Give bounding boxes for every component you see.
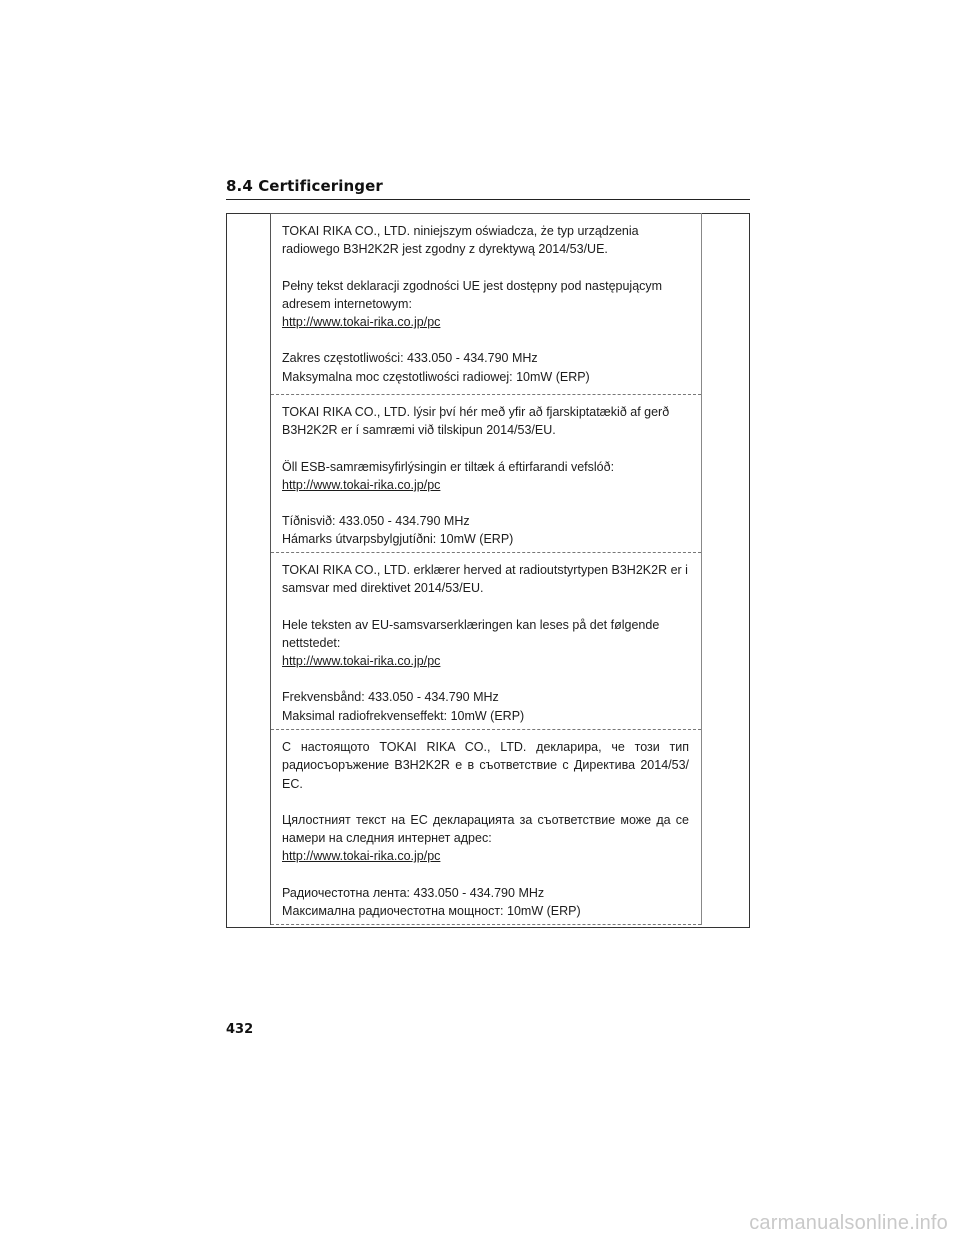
full-text-label: Hele teksten av EU-samsvarserklæringen kan leses på det følgende nettstedet: <box>282 617 660 650</box>
declaration-text: TOKAI RIKA CO., LTD. niniejszym oświadcza, że typ urządzenia radiowego B3H2K2R jest zgodny z dyrektywą 2014/53/UE. <box>282 224 639 257</box>
frequency-info <box>282 349 689 386</box>
frequency-info <box>282 688 689 725</box>
frequency-range: Frekvensbånd: 433.050 - 434.790 MHz <box>282 690 499 705</box>
declaration-text: С настоящото TOKAI RIKA CO., LTD. декларира, че този тип радиосъоръжение B3H2K2R е в съответствие с Директива 2014/53/ЕС. <box>282 740 689 791</box>
declaration-url-link[interactable]: http://www.tokai-rika.co.jp/pc <box>282 477 441 492</box>
full-text-info <box>282 458 689 495</box>
document-bottom-rule <box>271 924 701 925</box>
max-power: Maksymalna moc częstotliwości radiowej: 10mW (ERP) <box>282 369 590 384</box>
declaration-block-norwegian <box>271 552 701 729</box>
full-text-label: Цялостният текст на ЕС декларацията за съответствие може да се намери на следния интернет адрес: <box>282 812 689 846</box>
frequency-info <box>282 884 689 921</box>
full-text-label: Pełny tekst deklaracji zgodności UE jest dostępny pod następującym adresem internetowym: <box>282 278 663 311</box>
declaration-text: TOKAI RIKA CO., LTD. lýsir því hér með yfir að fjarskiptatækið af gerð B3H2K2R er í samræmi við tilskipun 2014/53/EU. <box>282 405 670 438</box>
declaration-text: TOKAI RIKA CO., LTD. erklærer herved at radioutstyrtypen B3H2K2R er i samsvar med direktivet 2014/53/EU. <box>282 563 688 596</box>
declaration-url-link[interactable]: http://www.tokai-rika.co.jp/pc <box>282 654 441 669</box>
declaration-block-polish <box>271 213 701 394</box>
declaration-block-icelandic <box>271 394 701 552</box>
section-title: 8.4 Certificeringer <box>226 177 383 195</box>
declaration-block-bulgarian <box>271 729 701 925</box>
full-text-info <box>282 811 689 866</box>
frequency-info <box>282 512 689 549</box>
declaration-document <box>270 213 702 925</box>
max-power: Максимална радиочестотна мощност: 10mW (ERP) <box>282 904 581 919</box>
section-header <box>226 177 750 200</box>
full-text-label: Öll ESB-samræmisyfirlýsingin er tiltæk á eftirfarandi vefslóð: <box>282 459 615 474</box>
watermark: carmanualsonline.info <box>749 1212 948 1234</box>
max-power: Hámarks útvarpsbylgjutíðni: 10mW (ERP) <box>282 532 514 547</box>
page-number: 432 <box>226 1022 254 1037</box>
declaration-url-link[interactable]: http://www.tokai-rika.co.jp/pc <box>282 315 441 330</box>
frequency-range: Радиочестотна лента: 433.050 - 434.790 MHz <box>282 885 545 900</box>
frequency-range: Zakres częstotliwości: 433.050 - 434.790 MHz <box>282 351 538 366</box>
full-text-info <box>282 616 689 671</box>
declaration-url-link[interactable]: http://www.tokai-rika.co.jp/pc <box>282 849 441 864</box>
full-text-info <box>282 277 689 332</box>
max-power: Maksimal radiofrekvenseffekt: 10mW (ERP) <box>282 708 525 723</box>
frequency-range: Tíðnisvið: 433.050 - 434.790 MHz <box>282 514 470 529</box>
